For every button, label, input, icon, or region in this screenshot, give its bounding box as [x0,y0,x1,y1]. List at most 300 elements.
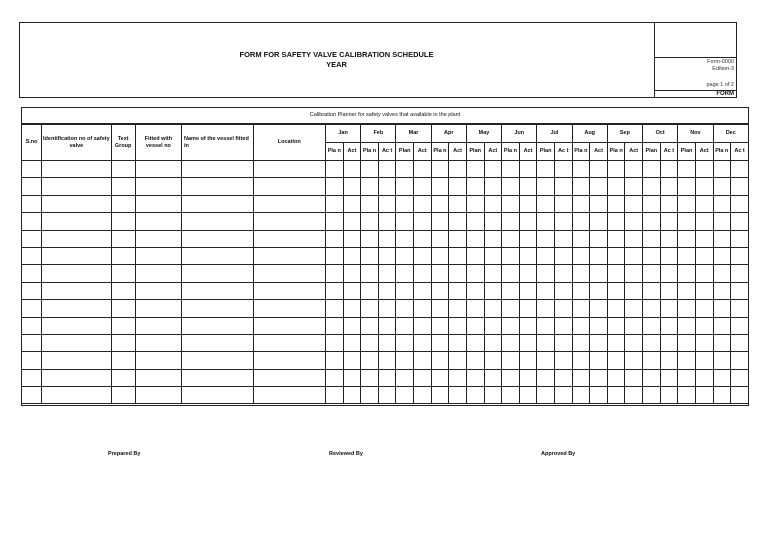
table-cell[interactable] [414,265,432,282]
table-cell[interactable] [695,300,713,317]
table-cell[interactable] [484,352,502,369]
table-cell[interactable] [253,352,325,369]
table-cell[interactable] [572,178,590,195]
table-cell[interactable] [537,213,555,230]
table-cell[interactable] [590,334,608,351]
table-cell[interactable] [643,352,661,369]
table-cell[interactable] [431,317,449,334]
table-cell[interactable] [378,161,396,178]
table-cell[interactable] [253,369,325,386]
table-cell[interactable] [361,265,379,282]
table-cell[interactable] [484,161,502,178]
table-cell[interactable] [111,265,135,282]
table-cell[interactable] [590,352,608,369]
table-cell[interactable] [22,317,42,334]
table-cell[interactable] [182,334,253,351]
table-cell[interactable] [590,195,608,212]
table-cell[interactable] [484,247,502,264]
table-cell[interactable] [678,213,696,230]
table-cell[interactable] [449,369,467,386]
table-cell[interactable] [396,369,414,386]
table-cell[interactable] [343,317,361,334]
table-cell[interactable] [343,161,361,178]
table-cell[interactable] [361,387,379,404]
table-cell[interactable] [678,161,696,178]
table-cell[interactable] [660,317,678,334]
table-cell[interactable] [396,178,414,195]
table-cell[interactable] [484,282,502,299]
table-cell[interactable] [431,369,449,386]
table-cell[interactable] [182,230,253,247]
table-cell[interactable] [431,387,449,404]
table-cell[interactable] [678,387,696,404]
table-cell[interactable] [378,300,396,317]
table-cell[interactable] [396,265,414,282]
table-cell[interactable] [713,300,731,317]
table-cell[interactable] [695,387,713,404]
table-cell[interactable] [625,213,643,230]
table-cell[interactable] [731,352,749,369]
table-cell[interactable] [554,178,572,195]
table-cell[interactable] [590,369,608,386]
table-cell[interactable] [607,317,625,334]
table-cell[interactable] [325,334,343,351]
table-cell[interactable] [625,352,643,369]
table-cell[interactable] [519,369,537,386]
table-cell[interactable] [643,247,661,264]
table-cell[interactable] [378,317,396,334]
table-cell[interactable] [182,369,253,386]
table-cell[interactable] [484,300,502,317]
table-cell[interactable] [378,195,396,212]
table-cell[interactable] [695,265,713,282]
table-cell[interactable] [182,178,253,195]
table-cell[interactable] [22,178,42,195]
table-cell[interactable] [731,282,749,299]
table-cell[interactable] [502,195,520,212]
table-cell[interactable] [466,317,484,334]
table-cell[interactable] [731,195,749,212]
table-cell[interactable] [325,317,343,334]
table-cell[interactable] [554,247,572,264]
table-cell[interactable] [731,387,749,404]
table-cell[interactable] [519,282,537,299]
table-cell[interactable] [537,178,555,195]
table-cell[interactable] [484,195,502,212]
table-cell[interactable] [607,178,625,195]
table-cell[interactable] [396,161,414,178]
table-cell[interactable] [182,387,253,404]
table-cell[interactable] [182,265,253,282]
table-cell[interactable] [643,369,661,386]
table-cell[interactable] [625,300,643,317]
table-cell[interactable] [431,247,449,264]
table-cell[interactable] [625,195,643,212]
table-cell[interactable] [554,282,572,299]
table-cell[interactable] [484,334,502,351]
table-cell[interactable] [537,300,555,317]
table-cell[interactable] [519,230,537,247]
table-cell[interactable] [484,230,502,247]
table-cell[interactable] [325,161,343,178]
table-cell[interactable] [135,195,181,212]
table-cell[interactable] [713,247,731,264]
table-cell[interactable] [111,300,135,317]
table-cell[interactable] [590,300,608,317]
table-cell[interactable] [625,161,643,178]
table-cell[interactable] [253,317,325,334]
table-cell[interactable] [660,178,678,195]
table-cell[interactable] [731,334,749,351]
table-cell[interactable] [182,282,253,299]
table-cell[interactable] [660,387,678,404]
table-cell[interactable] [502,213,520,230]
table-cell[interactable] [695,352,713,369]
table-cell[interactable] [695,195,713,212]
table-cell[interactable] [42,161,111,178]
table-cell[interactable] [625,334,643,351]
table-cell[interactable] [378,282,396,299]
table-cell[interactable] [466,387,484,404]
table-cell[interactable] [22,282,42,299]
table-cell[interactable] [731,265,749,282]
table-cell[interactable] [361,230,379,247]
table-cell[interactable] [111,247,135,264]
table-cell[interactable] [590,282,608,299]
table-cell[interactable] [414,300,432,317]
table-cell[interactable] [396,282,414,299]
table-cell[interactable] [396,247,414,264]
table-cell[interactable] [625,317,643,334]
table-cell[interactable] [111,369,135,386]
table-cell[interactable] [449,282,467,299]
table-cell[interactable] [414,195,432,212]
table-cell[interactable] [537,317,555,334]
table-cell[interactable] [554,213,572,230]
table-cell[interactable] [572,387,590,404]
table-cell[interactable] [466,282,484,299]
table-cell[interactable] [660,352,678,369]
table-cell[interactable] [572,213,590,230]
table-cell[interactable] [554,300,572,317]
table-cell[interactable] [572,317,590,334]
table-cell[interactable] [643,195,661,212]
table-cell[interactable] [466,161,484,178]
table-cell[interactable] [361,178,379,195]
table-cell[interactable] [135,247,181,264]
table-cell[interactable] [537,247,555,264]
table-cell[interactable] [22,334,42,351]
table-cell[interactable] [396,195,414,212]
table-cell[interactable] [643,282,661,299]
table-cell[interactable] [660,369,678,386]
table-cell[interactable] [414,161,432,178]
table-cell[interactable] [449,178,467,195]
table-cell[interactable] [625,247,643,264]
table-cell[interactable] [343,178,361,195]
table-cell[interactable] [554,352,572,369]
table-cell[interactable] [519,334,537,351]
table-cell[interactable] [343,352,361,369]
table-cell[interactable] [660,300,678,317]
table-cell[interactable] [519,387,537,404]
table-cell[interactable] [590,387,608,404]
table-cell[interactable] [643,213,661,230]
table-cell[interactable] [343,334,361,351]
table-cell[interactable] [431,300,449,317]
table-cell[interactable] [643,334,661,351]
table-cell[interactable] [678,317,696,334]
table-cell[interactable] [607,369,625,386]
table-cell[interactable] [519,247,537,264]
table-cell[interactable] [484,265,502,282]
table-cell[interactable] [343,282,361,299]
table-cell[interactable] [643,317,661,334]
table-cell[interactable] [135,387,181,404]
table-cell[interactable] [325,247,343,264]
table-cell[interactable] [431,213,449,230]
table-cell[interactable] [713,265,731,282]
table-cell[interactable] [466,369,484,386]
table-cell[interactable] [431,334,449,351]
table-cell[interactable] [713,369,731,386]
table-cell[interactable] [537,265,555,282]
table-cell[interactable] [519,317,537,334]
table-cell[interactable] [361,213,379,230]
table-cell[interactable] [731,369,749,386]
table-cell[interactable] [502,247,520,264]
table-cell[interactable] [695,247,713,264]
table-cell[interactable] [537,195,555,212]
table-cell[interactable] [484,387,502,404]
table-cell[interactable] [678,247,696,264]
table-cell[interactable] [253,265,325,282]
table-cell[interactable] [502,334,520,351]
table-cell[interactable] [695,334,713,351]
table-cell[interactable] [42,213,111,230]
table-cell[interactable] [378,334,396,351]
table-cell[interactable] [537,387,555,404]
table-cell[interactable] [731,230,749,247]
table-cell[interactable] [414,334,432,351]
table-cell[interactable] [590,230,608,247]
table-cell[interactable] [590,265,608,282]
table-cell[interactable] [361,369,379,386]
table-cell[interactable] [449,334,467,351]
table-cell[interactable] [643,230,661,247]
table-cell[interactable] [42,334,111,351]
table-cell[interactable] [572,195,590,212]
table-cell[interactable] [466,213,484,230]
table-cell[interactable] [111,282,135,299]
table-cell[interactable] [396,230,414,247]
table-cell[interactable] [607,247,625,264]
table-cell[interactable] [660,195,678,212]
table-cell[interactable] [660,161,678,178]
table-cell[interactable] [607,334,625,351]
table-cell[interactable] [502,265,520,282]
table-cell[interactable] [182,352,253,369]
table-cell[interactable] [253,334,325,351]
table-cell[interactable] [325,213,343,230]
table-cell[interactable] [361,282,379,299]
table-cell[interactable] [22,265,42,282]
table-cell[interactable] [325,352,343,369]
table-cell[interactable] [554,334,572,351]
table-cell[interactable] [135,282,181,299]
table-cell[interactable] [343,247,361,264]
table-cell[interactable] [449,230,467,247]
table-cell[interactable] [484,178,502,195]
table-cell[interactable] [135,334,181,351]
table-cell[interactable] [325,230,343,247]
table-cell[interactable] [678,300,696,317]
table-cell[interactable] [731,178,749,195]
table-cell[interactable] [643,161,661,178]
table-cell[interactable] [42,247,111,264]
table-cell[interactable] [325,300,343,317]
table-cell[interactable] [182,247,253,264]
table-cell[interactable] [502,178,520,195]
table-cell[interactable] [449,213,467,230]
table-cell[interactable] [519,178,537,195]
table-cell[interactable] [695,178,713,195]
table-cell[interactable] [713,230,731,247]
table-cell[interactable] [502,300,520,317]
table-cell[interactable] [713,317,731,334]
table-cell[interactable] [695,282,713,299]
table-cell[interactable] [135,161,181,178]
table-cell[interactable] [361,247,379,264]
table-cell[interactable] [590,178,608,195]
table-cell[interactable] [572,334,590,351]
table-cell[interactable] [713,334,731,351]
table-cell[interactable] [111,352,135,369]
table-cell[interactable] [253,300,325,317]
table-cell[interactable] [135,317,181,334]
table-cell[interactable] [731,247,749,264]
table-cell[interactable] [135,369,181,386]
table-cell[interactable] [678,230,696,247]
table-cell[interactable] [660,282,678,299]
table-cell[interactable] [42,317,111,334]
table-cell[interactable] [643,178,661,195]
table-cell[interactable] [22,369,42,386]
table-cell[interactable] [731,213,749,230]
table-cell[interactable] [396,387,414,404]
table-cell[interactable] [572,369,590,386]
table-cell[interactable] [660,230,678,247]
table-cell[interactable] [42,178,111,195]
table-cell[interactable] [449,161,467,178]
table-cell[interactable] [111,317,135,334]
table-cell[interactable] [466,352,484,369]
table-cell[interactable] [42,369,111,386]
table-cell[interactable] [502,230,520,247]
table-cell[interactable] [554,195,572,212]
table-cell[interactable] [519,213,537,230]
table-cell[interactable] [554,369,572,386]
table-cell[interactable] [607,161,625,178]
table-cell[interactable] [678,352,696,369]
table-cell[interactable] [625,369,643,386]
table-cell[interactable] [42,352,111,369]
table-cell[interactable] [466,265,484,282]
table-cell[interactable] [361,352,379,369]
table-cell[interactable] [325,387,343,404]
table-cell[interactable] [361,161,379,178]
table-cell[interactable] [361,317,379,334]
table-cell[interactable] [22,161,42,178]
table-cell[interactable] [466,178,484,195]
table-cell[interactable] [695,317,713,334]
table-cell[interactable] [537,369,555,386]
table-cell[interactable] [449,247,467,264]
table-cell[interactable] [678,195,696,212]
table-cell[interactable] [431,282,449,299]
table-cell[interactable] [449,265,467,282]
table-cell[interactable] [325,265,343,282]
table-cell[interactable] [537,352,555,369]
table-cell[interactable] [678,369,696,386]
table-cell[interactable] [625,230,643,247]
table-cell[interactable] [111,161,135,178]
table-cell[interactable] [449,387,467,404]
table-cell[interactable] [253,195,325,212]
table-cell[interactable] [625,282,643,299]
table-cell[interactable] [502,369,520,386]
table-cell[interactable] [396,300,414,317]
table-cell[interactable] [484,213,502,230]
table-cell[interactable] [502,161,520,178]
table-cell[interactable] [361,334,379,351]
table-cell[interactable] [607,230,625,247]
table-cell[interactable] [414,317,432,334]
table-cell[interactable] [378,178,396,195]
table-cell[interactable] [135,300,181,317]
table-cell[interactable] [731,317,749,334]
table-cell[interactable] [607,352,625,369]
table-cell[interactable] [253,161,325,178]
table-cell[interactable] [519,161,537,178]
table-cell[interactable] [695,161,713,178]
table-cell[interactable] [466,300,484,317]
table-cell[interactable] [343,195,361,212]
table-cell[interactable] [414,369,432,386]
table-cell[interactable] [519,195,537,212]
table-cell[interactable] [414,230,432,247]
table-cell[interactable] [22,230,42,247]
table-cell[interactable] [396,317,414,334]
table-cell[interactable] [325,369,343,386]
table-cell[interactable] [572,230,590,247]
table-cell[interactable] [182,195,253,212]
table-cell[interactable] [42,195,111,212]
table-cell[interactable] [554,317,572,334]
table-cell[interactable] [325,195,343,212]
table-cell[interactable] [111,387,135,404]
table-cell[interactable] [111,230,135,247]
table-cell[interactable] [22,387,42,404]
table-cell[interactable] [135,178,181,195]
table-cell[interactable] [253,213,325,230]
table-cell[interactable] [378,230,396,247]
table-cell[interactable] [42,265,111,282]
table-cell[interactable] [590,247,608,264]
table-cell[interactable] [431,230,449,247]
table-cell[interactable] [378,387,396,404]
table-cell[interactable] [625,387,643,404]
